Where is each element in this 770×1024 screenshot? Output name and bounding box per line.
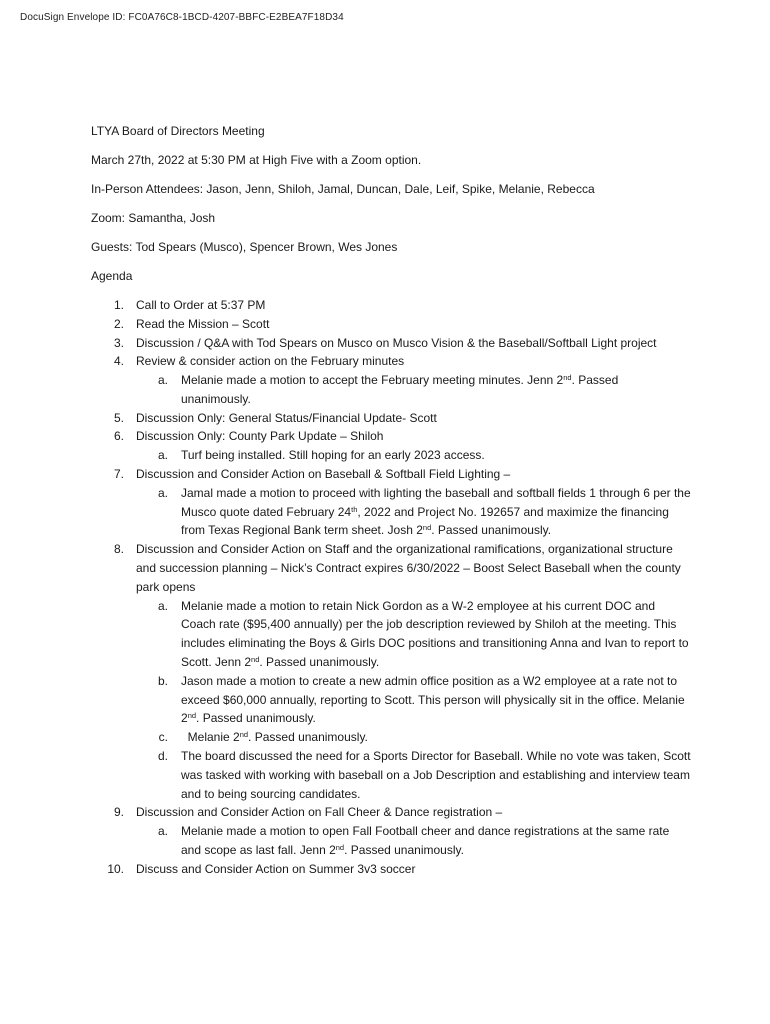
sub-list [136, 822, 691, 860]
agenda-heading: Agenda [91, 268, 133, 283]
sub-item-letter: a. [157, 824, 168, 839]
sub-list [136, 446, 691, 465]
agenda-item [91, 427, 691, 465]
sub-item [136, 484, 691, 540]
sub-list [136, 371, 691, 409]
sub-item [136, 371, 691, 409]
agenda-item [91, 334, 691, 353]
item-number: 5. [113, 410, 124, 425]
sub-item-letter: c. [158, 730, 168, 745]
agenda-item [91, 803, 691, 859]
ordinal-suffix: nd [422, 523, 432, 533]
item-text: Discussion and Consider Action on Baseball & Softball Field Lighting – [136, 467, 511, 482]
sub-item-text: Melanie made a motion to accept the February meeting minutes. Jenn 2 [181, 373, 564, 388]
sub-item-letter: a. [157, 598, 168, 613]
sub-item-text-end: . Passed unanimously. [248, 730, 368, 745]
sub-item-letter: b. [157, 673, 168, 688]
docusign-envelope-id: DocuSign Envelope ID: FC0A76C8-1BCD-4207-BBFC-E2BEA7F18D34 [20, 12, 344, 23]
agenda-item [91, 315, 691, 334]
sub-list [136, 484, 691, 540]
ordinal-suffix: nd [251, 655, 260, 665]
item-text: Read the Mission – Scott [136, 316, 270, 331]
item-number: 2. [113, 316, 124, 331]
sub-item-text: The board discussed the need for a Sports Director for Baseball. While no vote was taken, Scott was tasked with working with baseball on a Job Description and establishing and interview team and to being sourcing candidates. [181, 749, 691, 801]
document-title: LTYA Board of Directors Meeting [91, 124, 265, 138]
sub-item-letter: a. [157, 448, 168, 463]
sub-list [136, 597, 691, 804]
agenda-item [91, 860, 691, 879]
item-text: Call to Order at 5:37 PM [136, 297, 266, 312]
item-text: Review & consider action on the February minutes [136, 354, 405, 369]
agenda-item [91, 465, 691, 540]
sub-item [136, 672, 691, 728]
sub-item [136, 747, 691, 803]
meeting-date-line: March 27th, 2022 at 5:30 PM at High Five with a Zoom option. [91, 152, 422, 167]
item-number: 9. [113, 805, 124, 820]
sub-item [136, 822, 691, 860]
item-number: 4. [113, 354, 124, 369]
sub-item-text-end: . Passed unanimously. [431, 523, 552, 538]
item-text: Discussion Only: County Park Update – Shiloh [136, 429, 384, 444]
sub-item-text-end: . Passed unanimously. [259, 655, 380, 670]
sub-item-text: Jason made a motion to create a new admin office position as a W2 employee at a rate not to exceed $60,000 annually, reporting to Scott. This person will physically sit in the office. Melanie 2 [181, 673, 685, 726]
item-number: 7. [113, 467, 124, 482]
sub-item-text-end: . Passed unanimously. [181, 373, 619, 406]
ordinal-suffix: th [351, 504, 358, 514]
sub-item-text: Melanie 2 [181, 730, 240, 745]
item-number: 8. [113, 542, 124, 557]
agenda-item [91, 352, 691, 408]
agenda-list [91, 296, 691, 879]
sub-item-text-end: . Passed unanimously. [196, 711, 316, 726]
agenda-item [91, 296, 691, 315]
sub-item [136, 446, 691, 465]
sub-item-text-end: . Passed unanimously. [344, 843, 464, 858]
guests: Guests: Tod Spears (Musco), Spencer Brown, Wes Jones [91, 239, 398, 254]
agenda-item [91, 409, 691, 428]
ordinal-suffix: nd [335, 843, 345, 853]
agenda-item [91, 540, 691, 803]
sub-item-text: Melanie made a motion to retain Nick Gordon as a W-2 employee at his current DOC and Coach rate ($95,400 annually) per the job description reviewed by Shiloh at the meeting. This includes eliminating the Boys & Girls DOC positions and transitioning Anna and Ivan to report to Scott. Jenn 2 [181, 598, 689, 670]
sub-item-letter: a. [157, 485, 168, 500]
in-person-attendees: In-Person Attendees: Jason, Jenn, Shiloh, Jamal, Duncan, Dale, Leif, Spike, Melanie, Rebecca [91, 181, 595, 196]
sub-item-letter: d. [157, 749, 168, 764]
sub-item [136, 597, 691, 672]
item-text: Discussion and Consider Action on Fall Cheer & Dance registration – [136, 805, 503, 820]
sub-item-text: Turf being installed. Still hoping for an early 2023 access. [181, 448, 485, 463]
meeting-minutes [91, 122, 691, 879]
item-number: 3. [113, 335, 124, 350]
sub-item [136, 728, 691, 747]
ordinal-suffix: nd [563, 373, 572, 383]
sub-item-text: Jamal made a motion to proceed with lighting the baseball and softball fields 1 through 6 per the Musco quote dated February 24 [181, 485, 691, 519]
sub-item-letter: a. [157, 373, 168, 388]
item-number: 10. [107, 861, 124, 876]
item-number: 1. [113, 297, 124, 312]
item-number: 6. [113, 429, 124, 444]
item-text: Discussion and Consider Action on Staff and the organizational ramifications, organizational structure and succession planning – Nick’s Contract expires 6/30/2022 – Boost Select Baseball when the county park opens [136, 542, 681, 594]
item-text: Discussion / Q&A with Tod Spears on Musco on Musco Vision & the Baseball/Softball Light project [136, 335, 657, 350]
sub-item-text-mid: , 2022 and Project No. 192657 and maximize the financing from Texas Regional Bank term sheet. Josh 2 [181, 504, 669, 538]
sub-item-text: Melanie made a motion to open Fall Football cheer and dance registrations at the same rate and scope as last fall. Jenn 2 [181, 824, 670, 858]
item-text: Discuss and Consider Action on Summer 3v3 soccer [136, 861, 416, 876]
zoom-attendees: Zoom: Samantha, Josh [91, 210, 216, 225]
item-text: Discussion Only: General Status/Financial Update- Scott [136, 410, 437, 425]
ordinal-suffix: nd [239, 730, 249, 740]
ordinal-suffix: nd [187, 711, 197, 721]
